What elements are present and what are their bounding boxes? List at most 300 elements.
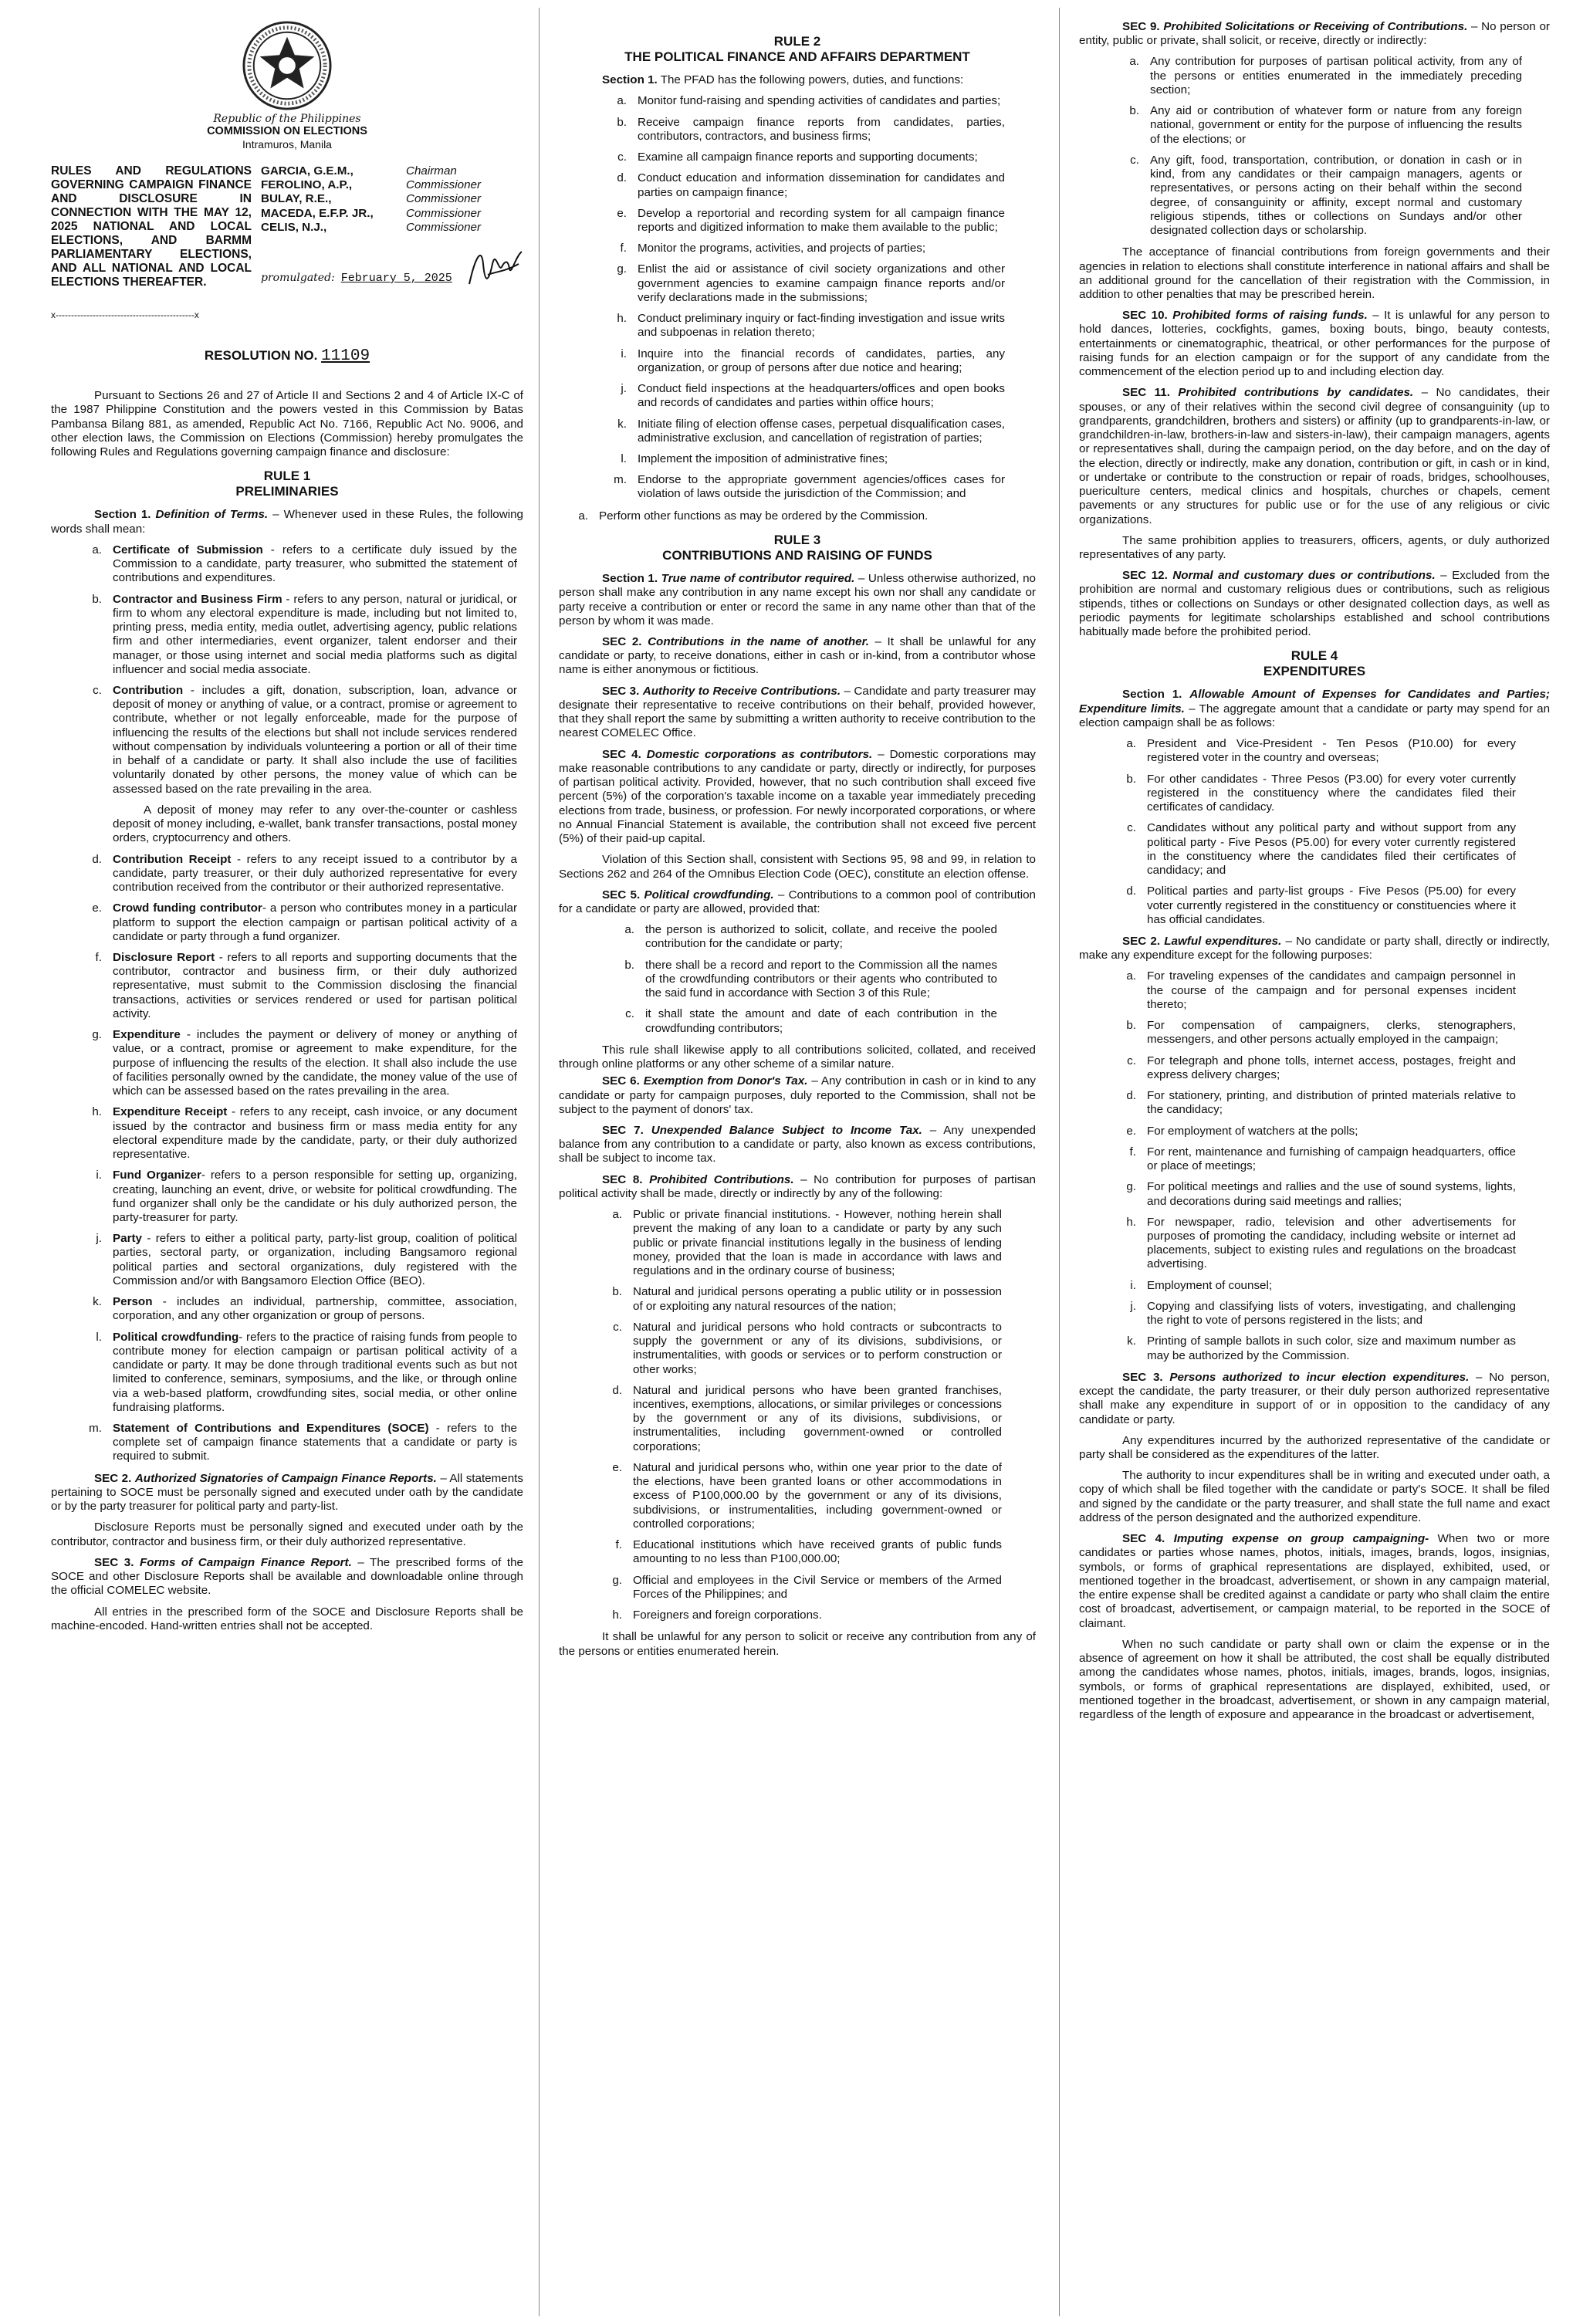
promulgated-date: February 5, 2025 xyxy=(340,272,452,286)
item-text: Monitor fund-raising and spending activities of candidates and parties; xyxy=(638,94,1001,108)
section-text: The PFAD has the following powers, duties, and functions: xyxy=(657,73,964,87)
item-marker: m. xyxy=(89,1422,102,1436)
commission-location: Intramuros, Manila xyxy=(242,137,332,151)
section-title: Normal and customary dues or contributions. xyxy=(1172,569,1436,583)
term-definition: - refers to the complete set of campaign finance statements that a candidate or party is required to submit. xyxy=(113,1422,517,1463)
item-marker: d. xyxy=(1126,885,1136,898)
section-text: – Any unexpended balance from any contribution to a candidate or party, also known as excess contributions, shall be subject to income tax. xyxy=(559,1124,1036,1165)
term-definition: - refers to any receipt, cash invoice, or any document issued by the contractor and business firm or mass media entity for any electoral expenditure made by the candidate, party, or their duly authorized representative. xyxy=(113,1105,517,1162)
item-marker: d. xyxy=(617,171,627,185)
item-text: Natural and juridical persons operating a public utility or in possession of or exploiting any natural resources of the nation; xyxy=(633,1285,1002,1313)
term: Disclosure Report xyxy=(113,950,215,964)
list-item xyxy=(1107,1335,1516,1362)
section-title: Prohibited Contributions. xyxy=(649,1172,794,1186)
list-item xyxy=(1107,1216,1516,1272)
item-marker: i. xyxy=(96,1169,102,1182)
item-marker: j. xyxy=(96,1232,102,1246)
term: Contribution xyxy=(113,684,184,697)
rule-2-heading xyxy=(559,34,1036,64)
item-text: Copying and classifying lists of voters, investigating, and challenging the right to vote of persons registered in the lists; and xyxy=(1147,1299,1516,1328)
item-text: Monitor the programs, activities, and projects of parties; xyxy=(638,242,926,255)
rule-heading: RULE 3 xyxy=(773,532,821,547)
section-title: Unexpended Balance Subject to Income Tax. xyxy=(651,1124,922,1138)
list-item xyxy=(559,509,1036,523)
item-text: For rent, maintenance and furnishing of campaign headquarters, office or place of meetings; xyxy=(1147,1145,1516,1173)
member-role: Commissioner xyxy=(406,206,482,220)
list-item xyxy=(597,242,1005,255)
rule3-section-11-para: The same prohibition applies to treasurers, officers, agents, or duly authorized representatives of any party. xyxy=(1079,533,1550,561)
list-item xyxy=(593,1384,1002,1454)
rule-subheading: EXPENDITURES xyxy=(1263,663,1366,678)
list-item xyxy=(597,418,1005,445)
list-item xyxy=(51,951,523,1021)
item-marker: d. xyxy=(1126,1089,1136,1103)
rule3-section-10 xyxy=(1079,309,1550,379)
section-title: Lawful expenditures. xyxy=(1164,934,1282,948)
member-role: Commissioner xyxy=(406,220,482,234)
republic-line: Republic of the Philippines xyxy=(213,113,361,125)
member-role: Chairman xyxy=(406,164,457,178)
list-item xyxy=(593,1208,1002,1278)
item-marker xyxy=(51,803,113,846)
list-item xyxy=(597,382,1005,410)
item-text: Endorse to the appropriate government agencies/offices cases for violation of laws outside the jurisdiction of the Commission; and xyxy=(638,473,1005,501)
item-marker: b. xyxy=(1126,1019,1136,1033)
list-item xyxy=(1107,821,1516,878)
list-item xyxy=(1107,1019,1516,1047)
item-marker: c. xyxy=(1127,821,1136,835)
item-marker: g. xyxy=(617,262,627,276)
section-text: – It shall be unlawful for any candidate or party, to receive donations, either in cash or in-kind, from a contributor whose name is either anonymous or fictitious. xyxy=(559,634,1036,677)
term-definition: - includes a gift, donation, subscription, loan, advance or deposit of money or anything of value, or a contract, promise or agreement to contribute, whether or not legally enforceable, made for the purpose of influencing the results of the elections but shall not include services rendered without compensation by individuals volunteering a portion or all of their time in behalf of a candidate or party. It shall also include the use of facilities voluntarily donated by other persons, the money value of which can be assessed based on the rate prevailing in the area. xyxy=(113,684,517,796)
item-text: Develop a reportorial and recording system for all campaign finance reports and digitized information to make them available to the public; xyxy=(638,206,1005,234)
rule-1-heading xyxy=(51,469,523,499)
list-item xyxy=(1107,1054,1516,1082)
rule-heading: RULE 4 xyxy=(1291,648,1338,664)
item-text: Inquire into the financial records of candidates, parties, any organization, or group of persons after due notice and hearing; xyxy=(638,347,1005,374)
letterhead xyxy=(51,113,523,151)
item-marker: e. xyxy=(617,206,627,220)
rule3-section-4-para: Violation of this Section shall, consistent with Sections 95, 98 and 99, in relation to Sections 262 and 264 of the Omnibus Election Code (OEC), constitute an election offense. xyxy=(559,853,1036,881)
rule4-section-1 xyxy=(1079,688,1550,730)
item-marker: k. xyxy=(93,1295,102,1309)
item-marker: a. xyxy=(92,543,102,556)
item-marker: a. xyxy=(612,1208,622,1222)
rule3-section-9 xyxy=(1079,20,1550,48)
item-text: Any aid or contribution of whatever form or nature from any foreign national, government or entity for the purpose of influencing the results of the elections; or xyxy=(1150,104,1522,146)
item-marker: b. xyxy=(624,958,634,972)
item-marker: i. xyxy=(1130,1278,1136,1292)
section-label: Section 1. xyxy=(94,508,151,522)
item-marker: f. xyxy=(95,950,102,964)
section-label: SEC 2. xyxy=(602,634,642,648)
term-definition: - refers to any receipt issued to a contributor by a candidate, party treasurer, or their duly authorized representative for every contribution received from the contributor or their authorized representative. xyxy=(113,852,517,895)
section-label: SEC 3. xyxy=(94,1555,134,1569)
item-marker: l. xyxy=(96,1330,102,1344)
list-item xyxy=(597,312,1005,340)
section-text: – No candidate or party shall, directly or indirectly, make any expenditure except for the following purposes: xyxy=(1079,934,1550,962)
section-text: – Domestic corporations may make reasonable contributions to any candidate or party, directly or indirectly, for purposes of partisan political activity. Provided, however, that no such contribution shall exceed five percent (5%) of the corporation's taxable income on a taxable year immediately preceding elections from trade, business, or profession. For newly incorporated corporations, or where no Annual Financial Statement is available, the contribution shall not exceed five percent (5%) of their paid-up capital. xyxy=(559,747,1036,846)
list-item xyxy=(1107,1180,1516,1208)
list-item xyxy=(593,1285,1002,1313)
list-item xyxy=(1107,969,1516,1012)
item-text: Any gift, food, transportation, contribution, or donation in cash or in kind, from any candidates or their campaign managers, agents or representatives, or persons acting on their behalf within the second degree, of consanguinity or affinity, except normal and customary religious stipends, tithes or collections on Sundays and/or other designated collection days or scholarship. xyxy=(1150,153,1522,238)
rule1-section-1 xyxy=(51,508,523,536)
item-text: For other candidates - Three Pesos (P3.00) for every voter currently registered in the constituency where the candidates filed their certificates of candidacy. xyxy=(1147,772,1516,814)
section-text: – No person or entity, public or private, shall solicit, or receive, directly or indirectly: xyxy=(1079,20,1550,48)
term: Expenditure Receipt xyxy=(113,1105,228,1119)
section-title: Contributions in the name of another. xyxy=(648,634,869,648)
item-marker: a. xyxy=(578,509,588,523)
list-item xyxy=(1107,773,1516,815)
member-name: FEROLINO, A.P., xyxy=(261,178,353,192)
rule4-section-3-para: Any expenditures incurred by the authorized representative of the candidate or party shall be considered as the expenditures of the latter. xyxy=(1079,1433,1550,1462)
section-title: Prohibited contributions by candidates. xyxy=(1178,386,1414,400)
member-name: MACEDA, E.F.P. JR., xyxy=(261,206,374,220)
rule4-section-4-para: When no such candidate or party shall own or claim the expense or in the absence of agreement on how it shall be attributed, the cost shall be equally distributed among the candidates whose names, photos, initials, images, brands, logos, insignias, symbols, or forms of graphical representations are displayed, exhibited, used, or mentioned together in the broadcast, advertisement, or shown in any campaign material, regardless of the length of exposure and appearance in the broadcast or advertisement, xyxy=(1079,1637,1550,1721)
term-definition: A deposit of money may refer to any over-the-counter or cashless deposit of money including, e-wallet, bank transfer transactions, postal money orders, cryptocurrency and others. xyxy=(113,803,517,845)
member-role: Commissioner xyxy=(406,178,482,192)
section-text: – Unless otherwise authorized, no person shall make any contribution in any name except his own nor shall any candidate or party receive a contribution or enter or record the same in any name other than that of the person by whom it was made. xyxy=(559,572,1036,628)
item-marker: h. xyxy=(612,1609,622,1622)
term-definition: - refers to a person responsible for setting up, organizing, creating, launching an event, drive, or website for political crowdfunding. The fund organizer shall only be the candidate or his duly authorized person, the party-treasurer for party. xyxy=(113,1169,517,1224)
item-text: President and Vice-President - Ten Pesos (P10.00) for every registered voter in the country and overseas; xyxy=(1147,737,1516,765)
section-title: Authorized Signatories of Campaign Finance Reports. xyxy=(134,1471,437,1485)
section-label: SEC 3. xyxy=(602,684,640,698)
rule1-section-2 xyxy=(51,1472,523,1514)
item-text: Initiate filing of election offense cases, perpetual disqualification cases, administrative exclusion, and cancellation of registration of parties; xyxy=(638,417,1005,445)
section-label: SEC 4. xyxy=(1122,1532,1165,1546)
rule3-section-1 xyxy=(559,572,1036,628)
rule3-section-8 xyxy=(559,1173,1036,1201)
item-marker: g. xyxy=(1126,1180,1136,1194)
list-item xyxy=(597,94,1005,108)
list-item xyxy=(597,262,1005,305)
section-label: Section 1. xyxy=(1122,688,1182,702)
item-text: For traveling expenses of the candidates and campaign personnel in the course of the campaign and for personal expenses incident thereto; xyxy=(1147,969,1516,1011)
list-item xyxy=(1107,1089,1516,1117)
term: Party xyxy=(113,1232,142,1246)
comelec-seal-icon xyxy=(242,20,333,111)
rule-4-heading xyxy=(1079,648,1550,678)
item-text: Employment of counsel; xyxy=(1147,1278,1273,1292)
item-marker: d. xyxy=(612,1383,622,1397)
list-item xyxy=(1110,104,1522,147)
rule2-section-1 xyxy=(559,73,1036,87)
item-marker: k. xyxy=(1127,1335,1136,1348)
item-text: Public or private financial institutions. - However, nothing herein shall prevent the making of any loan to a candidate or party by any such public or private financial institutions legally in the business of lending money, provided that the loan is made in accordance with laws and regulations and in the ordinary course of business; xyxy=(633,1208,1002,1278)
section-text: – Excluded from the prohibition are normal and customary religious dues or contributions, such as religious stipends, tithes or collections on Sundays or other designated collection days, as well as periodic payments for legitimate scholarships established and school contributions habitually made before the prohibited period. xyxy=(1079,569,1551,639)
item-text: Natural and juridical persons who, within one year prior to the date of the elections, have been granted loans or other accommodations in excess of P100,000.00 by the government or any of its divisions, subdivisions, or instrumentalities, including government-owned or controlled corporations; xyxy=(633,1460,1002,1531)
item-text: Receive campaign finance reports from candidates, parties, contributors, contractors, and business firms; xyxy=(638,115,1005,143)
term-definition: - includes an individual, partnership, committee, association, corporation, and any other organization or group of persons. xyxy=(113,1295,517,1323)
item-text: Conduct preliminary inquiry or fact-finding investigation and issue writs and subpoenas in relation thereto; xyxy=(638,312,1005,340)
term: Person xyxy=(113,1295,153,1309)
item-marker: c. xyxy=(625,1007,634,1021)
item-marker: c. xyxy=(1130,153,1139,167)
item-marker: b. xyxy=(1126,772,1136,786)
list-item xyxy=(51,853,523,895)
item-marker: j. xyxy=(621,382,627,396)
section-text: – Candidate and party treasurer may designate their representative to receive contributions on their behalf, provided however, that they shall report the same by submitting a written authority to receive contribution to the nearest COMELEC Office. xyxy=(559,684,1036,740)
list-item xyxy=(51,1232,523,1288)
list-item xyxy=(597,207,1005,235)
item-marker: h. xyxy=(92,1105,102,1119)
item-marker: d. xyxy=(92,852,102,866)
rule-heading: RULE 1 xyxy=(263,469,311,484)
rule3-section-8-para: It shall be unlawful for any person to solicit or receive any contribution from any of the persons or entities enumerated herein. xyxy=(559,1630,1036,1658)
rule3-section-9-para: The acceptance of financial contributions from foreign governments and their agencies in relation to elections shall constitute interference in national affairs and shall be an additional ground for the cancellation of their registration with the Commission, in addition to other penalties that may be prescribed herein. xyxy=(1079,245,1550,301)
section-title: Prohibited forms of raising funds. xyxy=(1172,309,1368,323)
list-item xyxy=(1107,737,1516,765)
column-divider xyxy=(539,8,540,2316)
list-item xyxy=(597,116,1005,144)
item-text: For employment of watchers at the polls; xyxy=(1147,1124,1358,1138)
term: Statement of Contributions and Expenditures (SOCE) xyxy=(113,1422,429,1436)
rule1-section-3-para: All entries in the prescribed form of the SOCE and Disclosure Reports shall be machine-encoded. Hand-written entries shall not be accepted. xyxy=(51,1605,523,1632)
item-text: it shall state the amount and date of each contribution in the crowdfunding contributors; xyxy=(645,1007,997,1035)
section-title: Authority to Receive Contributions. xyxy=(642,684,841,698)
item-text: For compensation of campaigners, clerks, stenographers, messengers, and other persons actually employed in the campaign; xyxy=(1147,1019,1516,1047)
rule-subheading: CONTRIBUTIONS AND RAISING OF FUNDS xyxy=(662,547,932,563)
section-title: Forms of Campaign Finance Report. xyxy=(139,1555,352,1569)
promulgation-line xyxy=(261,272,523,286)
list-item xyxy=(593,1609,1002,1622)
section-title: Imputing expense on group campaigning- xyxy=(1173,1532,1429,1546)
member-row xyxy=(261,221,523,235)
section-text: – The aggregate amount that a candidate or party may spend for an election campaign shall be as follows: xyxy=(1079,702,1551,729)
resolution-number xyxy=(51,347,523,366)
item-marker: f. xyxy=(1129,1145,1136,1159)
item-text: For telegraph and phone tolls, internet access, postages, freight and express delivery charges; xyxy=(1147,1054,1516,1081)
expenditure-limits-list xyxy=(1079,737,1550,927)
item-marker: a. xyxy=(1126,969,1136,983)
rule3-section-5-para: This rule shall likewise apply to all contributions solicited, collated, and received through online platforms or any other scheme of a similar nature. xyxy=(559,1043,1036,1071)
list-item xyxy=(593,1321,1002,1377)
pfad-functions-list xyxy=(559,94,1036,501)
resolution-number-value: 11109 xyxy=(321,347,370,365)
item-marker: m. xyxy=(614,473,627,487)
item-marker: b. xyxy=(1129,104,1139,118)
rule-subheading: PRELIMINARIES xyxy=(235,483,339,499)
rule4-section-3-para: The authority to incur expenditures shall be in writing and executed under oath, a copy of which shall be filed together with the candidate or party's SOCE. It shall be filed and signed by the candidate or the party treasurer, and shall state the full name and exact address of the person designated and the authorized expenditure. xyxy=(1079,1469,1550,1524)
item-marker: j. xyxy=(1130,1299,1136,1313)
item-marker: b. xyxy=(92,592,102,606)
item-marker: e. xyxy=(92,902,102,915)
section-title: Persons authorized to incur election expenditures. xyxy=(1169,1370,1470,1384)
column-1 xyxy=(51,20,523,2313)
list-item xyxy=(605,1007,997,1035)
item-text: Enlist the aid or assistance of civil society organizations and other government agencies to examine campaign finance reports and/or verify declarations made in the submissions; xyxy=(638,262,1005,304)
list-item xyxy=(593,1461,1002,1531)
item-text: For political meetings and rallies and the use of sound systems, lights, and decorations during said meetings and rallies; xyxy=(1147,1180,1516,1208)
item-text: there shall be a record and report to the Commission all the names of the crowdfunding contributors or their agents who contributed to the said fund in accordance with Section 3 of this Rule; xyxy=(645,958,997,1000)
section-label: SEC 6. xyxy=(602,1074,640,1088)
item-text: Conduct field inspections at the headquarters/offices and open books and records of candidates and parties within office hours; xyxy=(638,382,1005,410)
term: Political crowdfunding xyxy=(113,1330,239,1344)
term-definition: - refers to the practice of raising funds from people to contribute money for election campaign or partisan political activity of a candidate or party. It may be done through traditional events such as but not limited to conference, seminars, symposiums, and the like, or through online via a web-based platform, crowdfunding sites, social media, or other online fundraising platforms. xyxy=(113,1330,517,1414)
section-label: Section 1. xyxy=(602,73,658,87)
section-label: SEC 11. xyxy=(1122,386,1170,400)
section-text: When two or more candidates or parties whose names, photos, initials, images, brands, logos, insignias, symbols, or forms of graphical representations are displayed, exhibited, used, or mentioned together in the broadcast, advertisement, or shown in any campaign material, the entire expense shall be credited against a candidate or party who shall claim the entire cost of broadcast, advertisement, or campaign material, to be reported in the SOCE of claimant. xyxy=(1079,1532,1551,1630)
section-text: – Any contribution in cash or in kind to any candidate or party for campaign purposes, duly reported to the Commission, shall not be subject to the payment of donors' tax. xyxy=(559,1074,1036,1116)
rule3-section-7 xyxy=(559,1124,1036,1166)
rule3-section-12 xyxy=(1079,569,1550,639)
title-block xyxy=(51,164,523,289)
section-label: SEC 5. xyxy=(602,888,641,902)
section-label: SEC 12. xyxy=(1122,569,1168,583)
rule3-section-2 xyxy=(559,635,1036,678)
list-item xyxy=(1107,885,1516,927)
item-text: Any contribution for purposes of partisan political activity, from any of the persons or entities enumerated in the immediately preceding section; xyxy=(1150,55,1522,96)
member-row xyxy=(261,207,523,221)
section-title: True name of contributor required. xyxy=(661,572,855,586)
section-title: Domestic corporations as contributors. xyxy=(646,747,873,761)
item-text: Natural and juridical persons who hold contracts or subcontracts to supply the government or any of its divisions, subdivisions, or instrumentalities, with goods or services or to perform construction or other works; xyxy=(633,1320,1002,1376)
section-label: SEC 10. xyxy=(1122,309,1168,323)
list-item xyxy=(597,171,1005,199)
item-marker: g. xyxy=(612,1573,622,1587)
column-3 xyxy=(1079,20,1550,2313)
rule-heading: RULE 2 xyxy=(773,34,821,49)
lawful-expenditures-list xyxy=(1079,969,1550,1362)
list-item xyxy=(51,543,523,586)
rule3-section-6 xyxy=(559,1074,1036,1117)
rule-subheading: THE POLITICAL FINANCE AND AFFAIRS DEPARTMENT xyxy=(624,49,970,64)
section-title: Prohibited Solicitations or Receiving of Contributions. xyxy=(1163,20,1468,33)
commission-name: COMMISSION ON ELECTIONS xyxy=(207,125,367,138)
signature-icon xyxy=(465,241,526,295)
item-text: Educational institutions which have received grants of public funds amounting to no less than P100,000.00; xyxy=(633,1538,1002,1566)
section-label: SEC 7. xyxy=(602,1124,644,1138)
promulgated-label: promulgated: xyxy=(261,272,335,285)
section-text: – No candidates, their spouses, or any of their relatives within the second civil degree of consanguinity (up to grandparents, grandchildren, brothers and sisters) or affinity (up to grandparents-in-law, or grandchildren-in-law, brothers-in-law and sisters-in-law), their campaign managers, agents or representatives shall, during the campaign period, on the day before, and on the day of the election, directly or indirectly, make any donation, contribution or gift, in cash or in kind, or undertake or contribute to the construction or repair of roads, bridges, schoolhouses, puericulture centers, medical clinics and hospitals, churches or chapels, cement pavements or any structures for public use or for the use of any religious or civic organizations. xyxy=(1079,386,1550,526)
term-definition: - refers to any person, natural or juridical, or firm to whom any electoral expenditure is made, including but not limited to, printing press, media entity, media outlet, advertising agency, public relations firm and other intermediaries, event organizer, talent endorser and their manager, or those using internet and social media platforms such as digital influencer and social media associate. xyxy=(113,592,517,676)
item-marker: a. xyxy=(624,923,634,937)
item-marker: c. xyxy=(617,151,627,164)
rule1-section-3 xyxy=(51,1556,523,1598)
rule3-section-3 xyxy=(559,685,1036,741)
term: Expenditure xyxy=(113,1028,181,1042)
section-text: – The prescribed forms of the SOCE and other Disclosure Reports shall be available and downloadable online through the official COMELEC website. xyxy=(51,1555,523,1598)
item-text: Candidates without any political party and without support from any political party - Five Pesos (P5.00) for every voter currently registered in the constituency where the candidates filed their certificates of candidacy; and xyxy=(1147,821,1516,878)
item-text: Political parties and party-list groups - Five Pesos (P5.00) for every voter currently registered in the constituency or constituencies where it has official candidates. xyxy=(1147,885,1516,926)
list-item xyxy=(51,1105,523,1162)
list-item xyxy=(1107,1279,1516,1293)
rule4-section-2 xyxy=(1079,935,1550,962)
term: Fund Organizer xyxy=(113,1169,201,1182)
rule3-section-11 xyxy=(1079,386,1550,526)
section-text: – All statements pertaining to SOCE must be personally signed and executed under oath by the candidate or by the party treasurer for political party and party-list. xyxy=(51,1471,523,1514)
list-item xyxy=(593,1538,1002,1566)
list-item xyxy=(593,1574,1002,1602)
list-item xyxy=(51,803,523,846)
list-item xyxy=(51,1422,523,1464)
section-text: – No person, except the candidate, the party treasurer, or their duly person authorized representative shall make any expenditure in support of or in opposition to the candidacy of any candidate or party. xyxy=(1079,1370,1550,1426)
item-text: Examine all campaign finance reports and supporting documents; xyxy=(638,151,978,164)
list-item xyxy=(1107,1300,1516,1328)
resolution-label: RESOLUTION NO. xyxy=(204,347,318,363)
item-marker: c. xyxy=(613,1320,622,1334)
intro-paragraph: Pursuant to Sections 26 and 27 of Article II and Sections 2 and 4 of Article IX-C of the 1987 Philippine Constitution and the powers vested in this Commission by Batas Pambansa Bilang 881, as amended, Republic Act No. 7166, Republic Act No. 9006, and other election laws, the Commission on Elections (Commission) hereby promulgates the following Rules and Regulations governing campaign finance and disclosure: xyxy=(51,389,523,459)
prohibited-contributors-list xyxy=(559,1208,1036,1622)
list-item xyxy=(597,473,1005,501)
item-text: Official and employees in the Civil Service or members of the Armed Forces of the Philippines; and xyxy=(633,1573,1002,1601)
item-marker: b. xyxy=(617,115,627,129)
term: Certificate of Submission xyxy=(113,543,263,556)
list-item xyxy=(51,684,523,797)
list-item xyxy=(51,1331,523,1415)
rule1-section-2-para: Disclosure Reports must be personally signed and executed under oath by the contributor, contractor and business firm, or their duly authorized representative. xyxy=(51,1521,523,1548)
section-text: – Whenever used in these Rules, the following words shall mean: xyxy=(51,508,523,536)
list-item xyxy=(51,902,523,944)
item-text: Printing of sample ballots in such color, size and maximum number as may be authorized by the Commission. xyxy=(1147,1335,1516,1362)
list-item xyxy=(597,347,1005,375)
item-marker: g. xyxy=(92,1028,102,1042)
item-text: For newspaper, radio, television and other advertisements for purposes of promoting the candidacy, including website or internet ad placements, subject to existing rules and regulations on the broadcast advertising. xyxy=(1147,1215,1516,1271)
rule4-section-4 xyxy=(1079,1532,1550,1631)
section-title: Political crowdfunding. xyxy=(644,888,774,902)
section-label: SEC 8. xyxy=(602,1172,643,1186)
rule4-section-3 xyxy=(1079,1371,1550,1427)
section-title: Allowable Amount of Expenses for Candidates and Parties; Expenditure limits. xyxy=(1079,688,1550,715)
item-text: the person is authorized to solicit, collate, and receive the pooled contribution for the candidate or party; xyxy=(645,923,997,951)
section-title: Exemption from Donor's Tax. xyxy=(643,1074,808,1088)
item-marker: b. xyxy=(612,1285,622,1299)
item-text: Foreigners and foreign corporations. xyxy=(633,1609,822,1622)
rule3-section-5 xyxy=(559,888,1036,916)
section-label: SEC 2. xyxy=(1122,934,1161,948)
list-item xyxy=(605,923,997,951)
term-definition: - includes the payment or delivery of money or anything of value, or a contract, promise or agreement to make expenditure, for the purpose of influencing the results of the election. It shall also include the use of facilities personally owned by the candidate, the money value of the use of which can be assessed based on the rates prevailing in the area. xyxy=(113,1028,517,1098)
column-divider xyxy=(1059,8,1060,2316)
term: Contractor and Business Firm xyxy=(113,592,282,606)
term: Contribution Receipt xyxy=(113,852,232,866)
term-definition: - refers to either a political party, party-list group, coalition of political parties, sectoral party, or organization, including Bangsamoro regional political parties and sectoral organizations, duly registered with the Commission and/or with Bangsamoro Election Office (BEO). xyxy=(113,1232,517,1287)
member-name: CELIS, N.J., xyxy=(261,220,327,234)
list-item xyxy=(51,1169,523,1225)
item-marker: i. xyxy=(621,347,627,360)
item-marker: h. xyxy=(617,312,627,326)
column-2 xyxy=(559,20,1036,2313)
section-text: – It is unlawful for any person to hold dances, lotteries, cockfights, games, boxing bouts, bingo, beauty contests, entertainments or cinematographic, theatrical, or other performances for the purpose of raising funds for an election campaign or for the support of any candidate from the commencement of the election period up to and including election day. xyxy=(1079,309,1550,379)
item-marker: f. xyxy=(620,242,627,255)
list-item xyxy=(1107,1125,1516,1138)
member-name: GARCIA, G.E.M., xyxy=(261,164,354,178)
list-item xyxy=(597,151,1005,164)
member-row xyxy=(261,164,523,178)
section-label: SEC 9. xyxy=(1122,20,1160,33)
item-text: Perform other functions as may be ordered by the Commission. xyxy=(599,509,929,523)
definitions-list xyxy=(51,543,523,1464)
list-item xyxy=(1110,55,1522,97)
resolution-title: RULES AND REGULATIONS GOVERNING CAMPAIGN FINANCE AND DISCLOSURE IN CONNECTION WITH THE MAY 12, 2025 NATIONAL AND LOCAL ELECTIONS, AND BARMM PARLIAMENTARY ELECTIONS, AND ALL NATIONAL AND LOCAL ELECTIONS THEREAFTER. xyxy=(51,164,252,289)
list-item xyxy=(597,452,1005,466)
member-role: Commissioner xyxy=(406,192,482,206)
list-item xyxy=(1110,154,1522,238)
section-label: SEC 2. xyxy=(94,1471,132,1485)
item-text: Conduct education and information dissemination for candidates and parties on campaign finance; xyxy=(638,171,1005,199)
list-item xyxy=(605,959,997,1001)
item-marker: a. xyxy=(1126,737,1136,751)
crowdfunding-conditions xyxy=(559,923,1036,1036)
section-title: Definition of Terms. xyxy=(155,508,269,522)
item-marker: e. xyxy=(612,1460,622,1474)
prohibited-solicitations-list xyxy=(1079,55,1550,238)
item-marker: c. xyxy=(93,684,102,697)
item-marker: k. xyxy=(617,417,627,431)
section-label: SEC 4. xyxy=(602,747,641,761)
